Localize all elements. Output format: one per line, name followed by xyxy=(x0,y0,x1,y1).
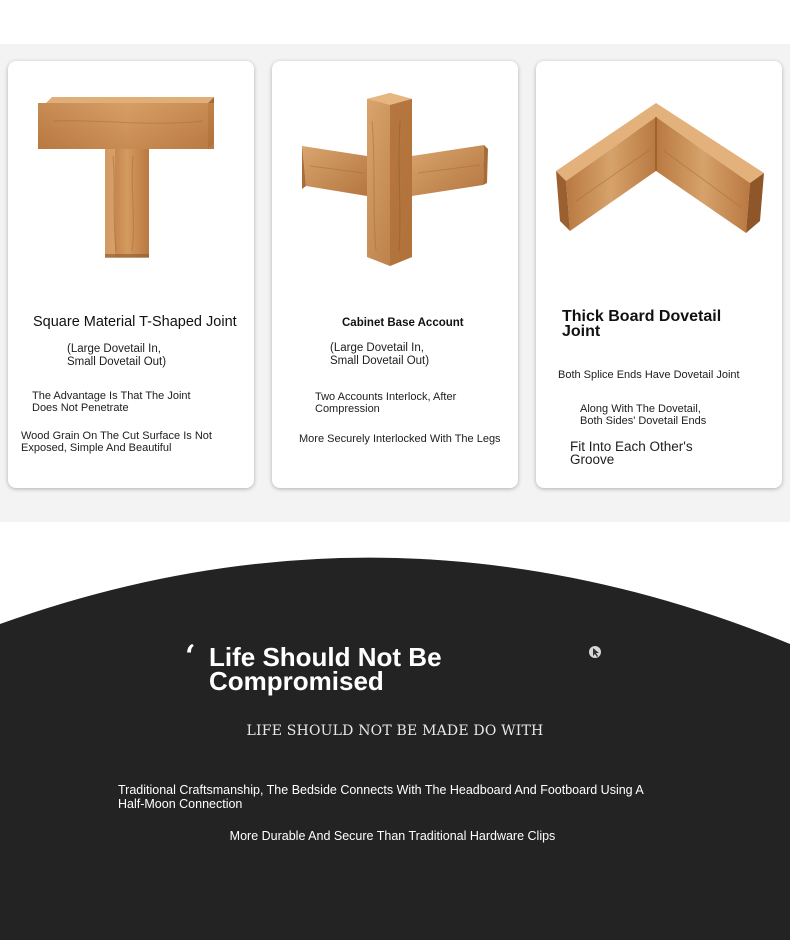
cursor-icon xyxy=(587,644,603,660)
joint-card-cabinet-base xyxy=(272,61,518,488)
card-title: Thick Board Dovetail Joint xyxy=(562,308,722,340)
card-point: Two Accounts Interlock, After Compression xyxy=(315,391,457,416)
joint-card-t-shaped xyxy=(8,61,254,488)
card-subtitle: (Large Dovetail In, Small Dovetail Out) xyxy=(330,342,430,367)
card-point: Along With The Dovetail, Both Sides' Dovetail Ends xyxy=(580,403,707,428)
quote-mark-icon: ‘ xyxy=(185,639,196,674)
card-intro: Both Splice Ends Have Dovetail Joint xyxy=(558,369,740,381)
joint-card-thick-board-dovetail xyxy=(536,61,782,488)
feature-paragraph: Traditional Craftsmanship, The Bedside Connects With The Headboard And Footboard Using A Half-Moon Connection xyxy=(118,783,644,811)
card-point: Fit Into Each Other's Groove xyxy=(570,439,693,467)
card-point: Wood Grain On The Cut Surface Is Not Exposed, Simple And Beautiful xyxy=(21,430,212,455)
cross-joint-image xyxy=(272,61,518,291)
feature-closing: More Durable And Secure Than Traditional Hardware Clips xyxy=(229,829,556,843)
t-joint-image xyxy=(8,61,254,291)
dovetail-corner-image xyxy=(536,61,782,291)
card-point: The Advantage Is That The Joint Does Not Penetrate xyxy=(32,390,191,415)
card-subtitle: (Large Dovetail In, Small Dovetail Out) xyxy=(67,343,167,368)
card-point: More Securely Interlocked With The Legs xyxy=(299,433,501,445)
card-title: Cabinet Base Account xyxy=(342,317,464,329)
card-title: Square Material T-Shaped Joint xyxy=(33,314,237,330)
feature-section xyxy=(0,552,790,940)
dark-arch-background xyxy=(0,552,790,940)
feature-headline: Life Should Not Be Compromised xyxy=(209,642,442,697)
feature-subtitle: LIFE SHOULD NOT BE MADE DO WITH xyxy=(246,723,544,739)
top-spacer xyxy=(0,0,790,44)
